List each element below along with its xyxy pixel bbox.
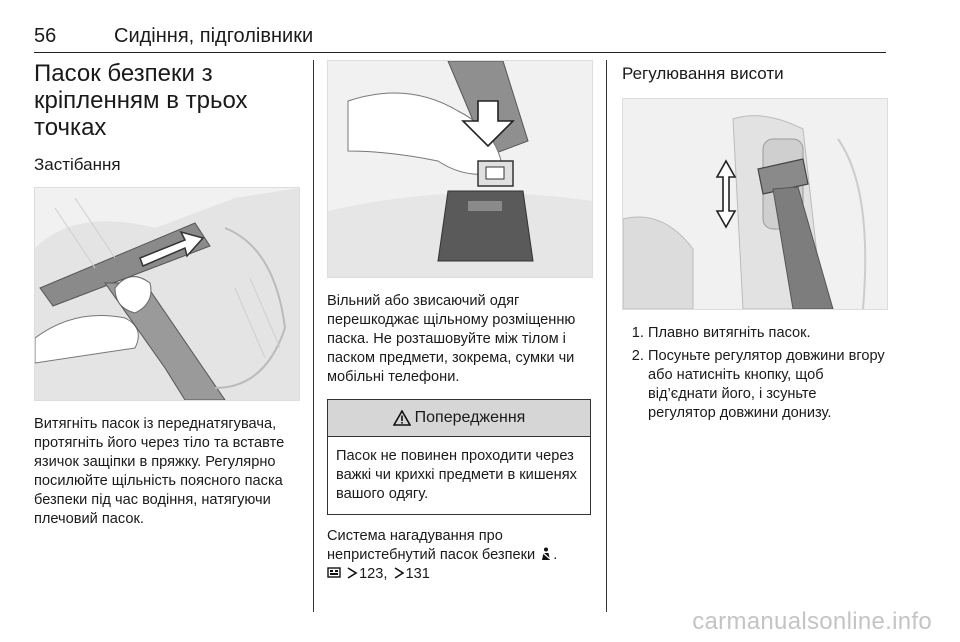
buckle-illustration xyxy=(327,60,593,278)
warning-triangle-icon xyxy=(393,410,411,426)
fastening-illustration-drawing xyxy=(35,188,299,400)
column-1 xyxy=(34,60,300,529)
display-icon xyxy=(327,566,341,580)
height-adjuster-illustration xyxy=(622,98,888,310)
column-divider xyxy=(606,60,607,612)
fastening-illustration xyxy=(34,187,300,401)
page-number: 56 xyxy=(34,25,57,47)
reference-131[interactable]: 131 xyxy=(405,566,430,582)
column-3 xyxy=(622,60,886,427)
warning-box xyxy=(327,399,591,515)
reminder-text: Система нагадування про непристебнутий пасок безпеки xyxy=(327,528,536,563)
warning-text: Пасок не повинен проходити через важкі чи крихкі предмети в кишенях вашого одягу. xyxy=(336,448,577,502)
reference-123[interactable]: 123, xyxy=(359,566,388,582)
column-2 xyxy=(327,60,591,584)
watermark: carmanualsonline.info xyxy=(692,608,932,635)
step-item: 2. Посуньте регулятор довжини вгору або натисніть кнопку, щоб від’єднати його, і зсуньте регулятор довжини донизу. xyxy=(648,347,886,423)
reminder-paragraph: Система нагадування про непристебнутий пасок безпеки . xyxy=(327,528,558,563)
warning-header xyxy=(328,400,590,437)
reference-line xyxy=(327,565,591,584)
height-adjustment-heading: Регулювання висоти xyxy=(622,64,784,83)
fastening-instructions: Витягніть пасок із переднатягувача, протягніть його через тіло та вставте язичок защіпки в пряжку. Регулярно посилюйте щільність поясного паска безпеки під час водіння, натягуючи плечовий пасок. xyxy=(34,416,285,527)
warning-title: Попередження xyxy=(414,409,526,426)
buckle-illustration-drawing xyxy=(328,61,592,277)
reference-arrow-icon xyxy=(392,566,406,580)
height-adjuster-illustration-drawing xyxy=(623,99,887,309)
section-title: Пасок безпеки з кріпленням в трьох точках xyxy=(34,60,248,141)
page-header xyxy=(34,22,886,53)
running-title: Сидіння, підголівники xyxy=(114,25,314,47)
adjustment-steps xyxy=(622,324,886,423)
step-item: 1. Плавно витягніть пасок. xyxy=(648,324,886,343)
seatbelt-reminder-icon xyxy=(539,547,553,561)
subsection-heading: Застібання xyxy=(34,155,121,174)
loose-clothing-note: Вільний або звисаючий одяг перешкоджає щільному розміщенню паска. Не розташовуйте між тілом і паском предмети, зокрема, сумки чи мобільні телефони. xyxy=(327,293,576,385)
reference-arrow-icon xyxy=(345,566,359,580)
column-divider xyxy=(313,60,314,612)
